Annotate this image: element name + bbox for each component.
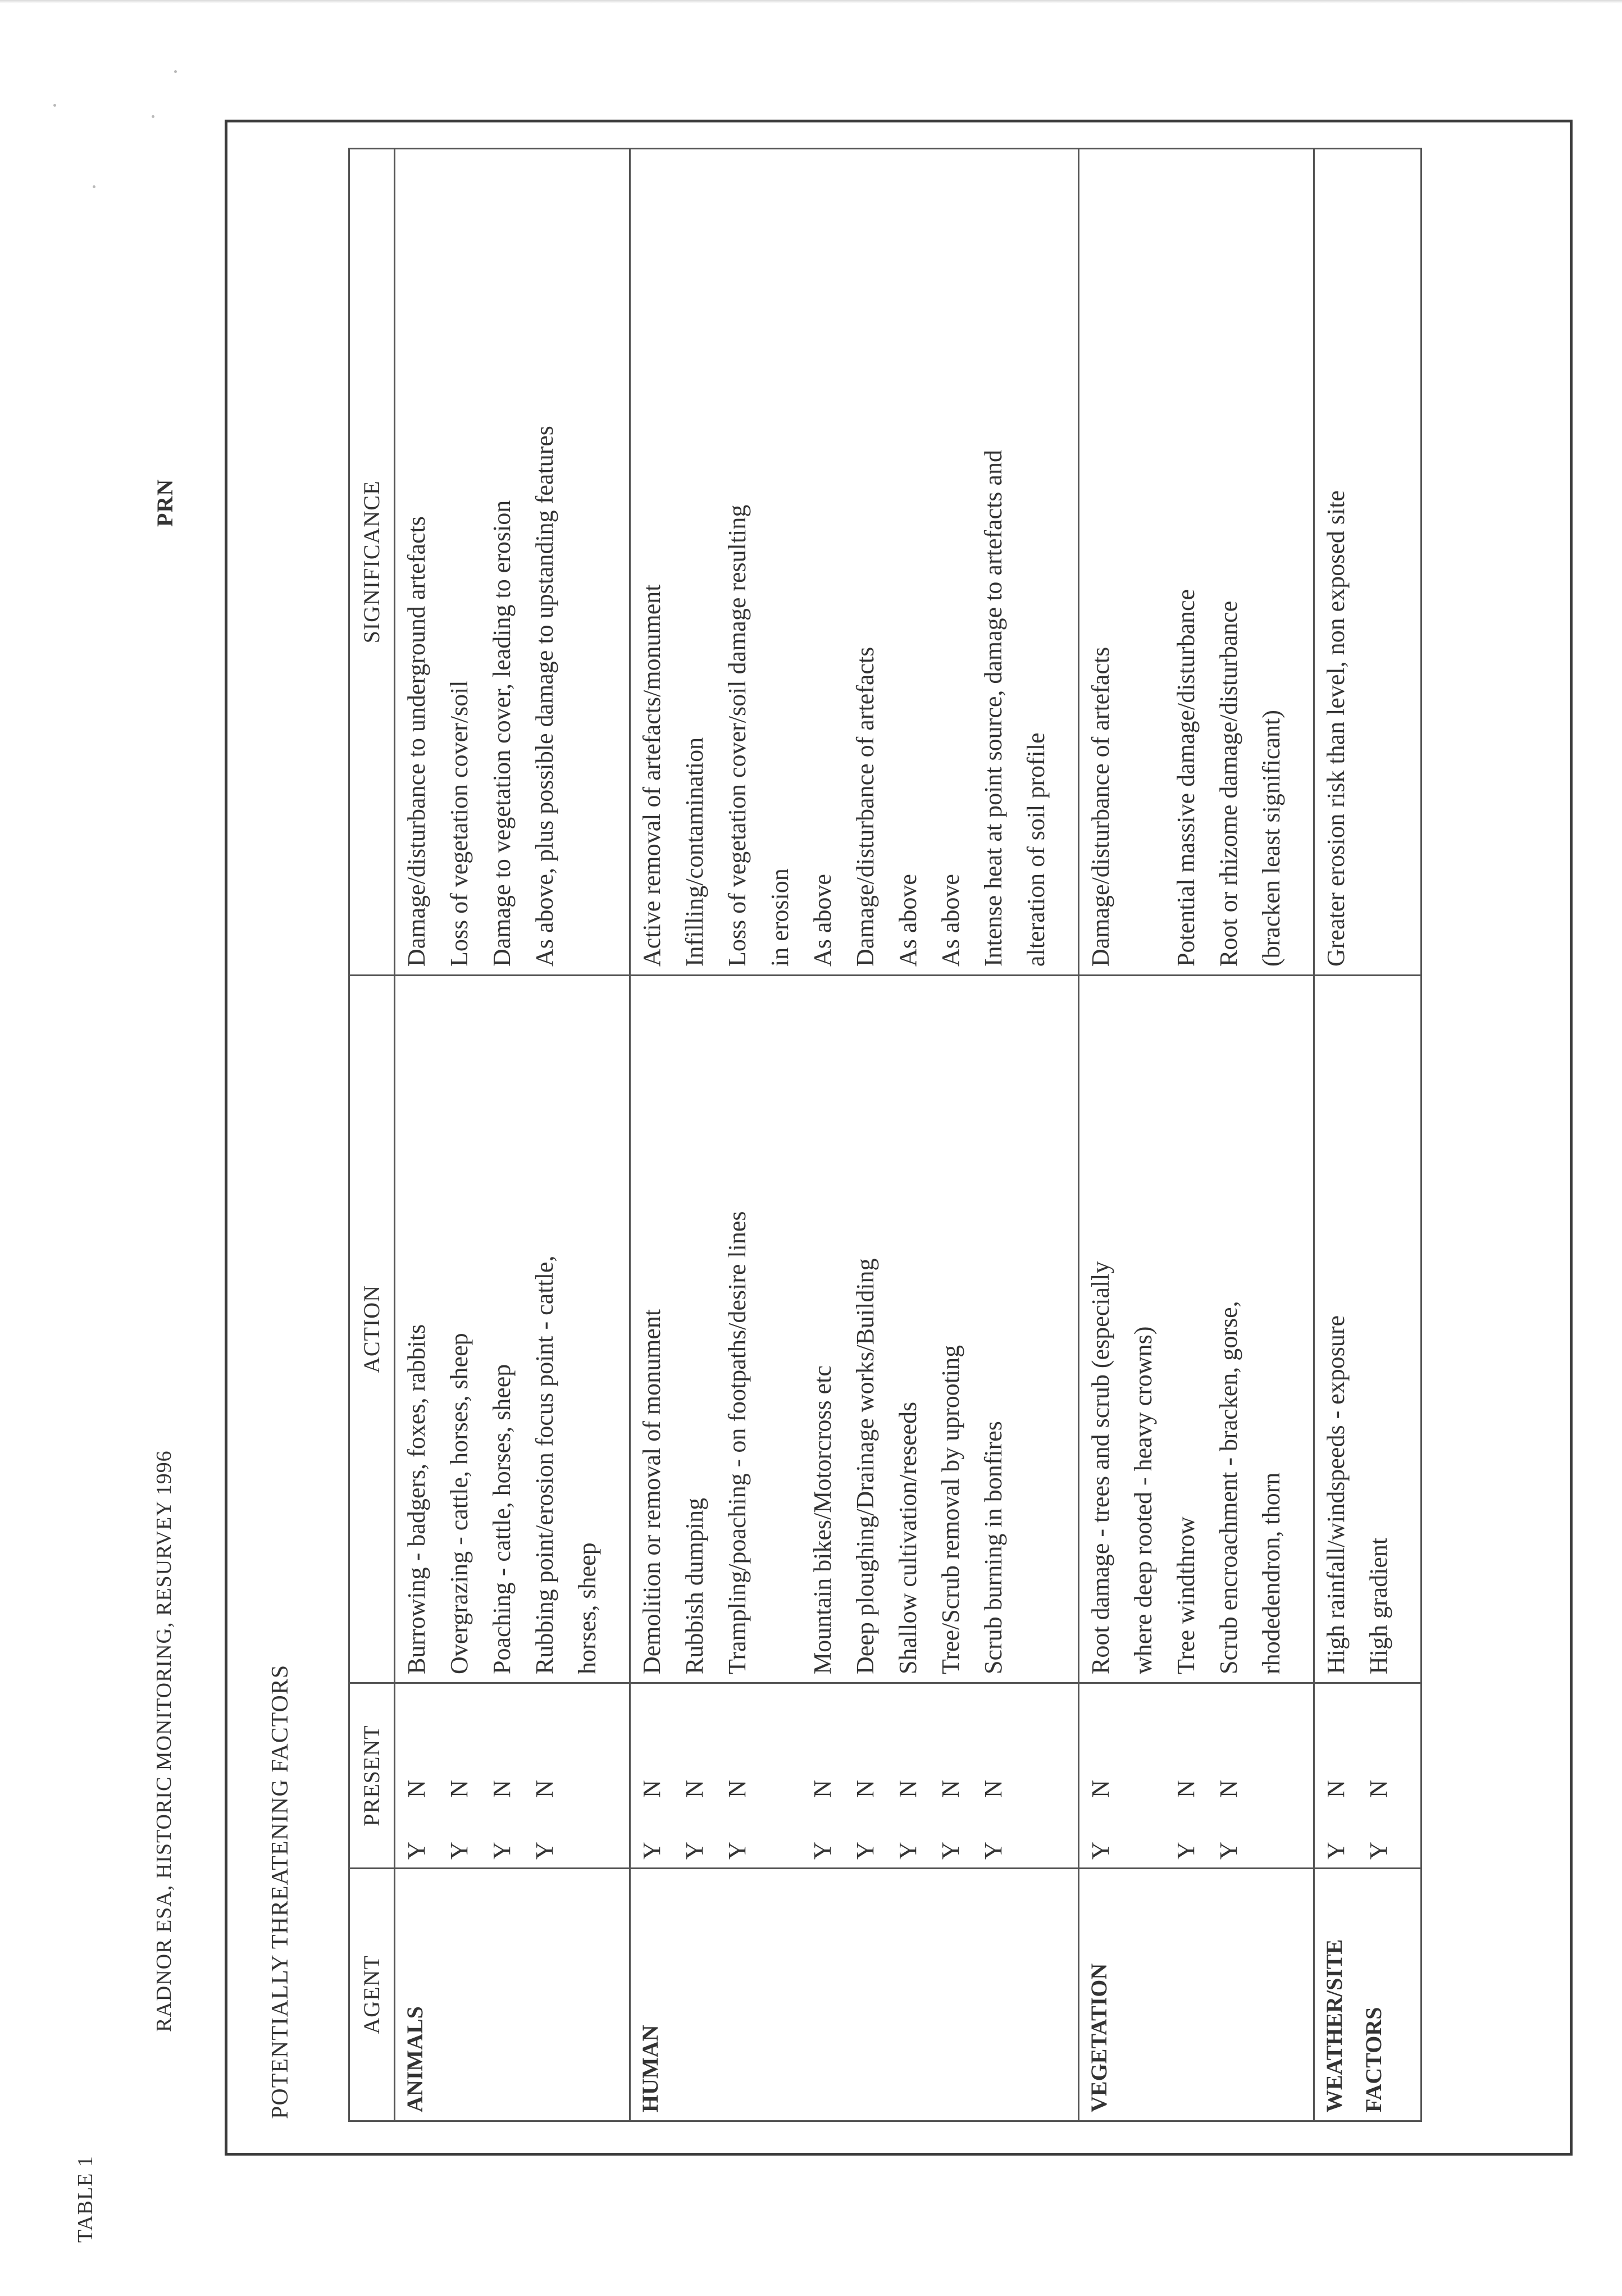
significance-text: Damage/disturbance of artefacts <box>1087 646 1114 967</box>
present-values <box>481 1692 523 1860</box>
significance-text: Infilling/contamination <box>681 737 708 967</box>
present-n: N <box>681 1780 708 1798</box>
header-action: ACTION <box>349 976 395 1683</box>
present-values <box>438 1692 481 1860</box>
significance-cell <box>1079 149 1314 976</box>
table-row <box>395 149 630 2121</box>
agent-label: FACTORS <box>1361 2007 1386 2112</box>
present-cell <box>630 1683 1079 1869</box>
action-text: High rainfall/windspeeds - exposure <box>1322 1315 1350 1674</box>
table-row <box>1079 149 1314 2121</box>
action-text: Tree/Scrub removal by uprooting <box>937 1345 964 1674</box>
action-text <box>759 984 801 1674</box>
action-text <box>1015 984 1058 1674</box>
agent-label: WEATHER/SITE <box>1322 1939 1347 2112</box>
present-values <box>1250 1692 1293 1860</box>
present-values <box>673 1692 716 1860</box>
significance-text <box>1357 157 1400 967</box>
action-text: horses, sheep <box>573 1542 601 1674</box>
significance-text: in erosion <box>766 868 794 967</box>
significance-text <box>1122 157 1165 967</box>
present-cell <box>395 1683 630 1869</box>
present-n: N <box>1172 1780 1200 1798</box>
present-y: Y <box>488 1842 516 1860</box>
present-y: Y <box>1215 1842 1242 1860</box>
agent-label: HUMAN <box>637 2025 663 2112</box>
action-text: Trampling/poaching - on footpaths/desire lines <box>723 1211 751 1674</box>
present-values <box>631 1692 673 1860</box>
table-header-row <box>349 149 395 2121</box>
present-y: Y <box>1365 1842 1392 1860</box>
action-text: Scrub encroachment - bracken, gorse, <box>1215 1301 1242 1674</box>
present-values <box>1315 1692 1357 1860</box>
document-title: RADNOR ESA, HISTORIC MONITORING, RESURVEY 1996 <box>152 1450 176 2032</box>
action-text: where deep rooted - heavy crowns) <box>1129 1326 1157 1674</box>
present-y: Y <box>403 1842 430 1860</box>
significance-text: Loss of vegetation cover/soil <box>445 680 473 967</box>
present-y: Y <box>937 1842 964 1860</box>
header-agent: AGENT <box>349 1869 395 2121</box>
action-text: Root damage - trees and scrub (especially <box>1087 1261 1114 1674</box>
section-title: POTENTIALLY THREATENING FACTORS <box>267 1664 293 2119</box>
action-cell <box>630 976 1079 1683</box>
present-n: N <box>445 1780 473 1798</box>
action-text: Overgrazing - cattle, horses, sheep <box>445 1333 473 1674</box>
action-cell <box>1314 976 1421 1683</box>
header-significance: SIGNIFICANCE <box>349 149 395 976</box>
significance-text: As above <box>894 874 922 967</box>
significance-cell <box>630 149 1079 976</box>
present-n: N <box>488 1780 516 1798</box>
present-n: N <box>937 1780 964 1798</box>
action-text: Demolition or removal of monument <box>638 1309 666 1674</box>
present-values <box>759 1692 801 1860</box>
present-values <box>1122 1692 1165 1860</box>
threatening-factors-table <box>348 148 1422 2122</box>
present-values <box>395 1692 438 1860</box>
significance-text: Damage to vegetation cover, leading to erosion <box>488 500 516 967</box>
action-text: Scrub burning in bonfires <box>979 1421 1007 1674</box>
present-y: Y <box>531 1842 558 1860</box>
significance-text: Damage/disturbance of artefacts <box>851 646 879 967</box>
present-cell <box>1079 1683 1314 1869</box>
significance-text: Loss of vegetation cover/soil damage resulting <box>723 504 751 967</box>
significance-text: Potential massive damage/disturbance <box>1172 589 1200 967</box>
present-y: Y <box>1087 1842 1114 1860</box>
present-y: Y <box>979 1842 1007 1860</box>
agent-label: VEGETATION <box>1086 1963 1111 2112</box>
present-y: Y <box>1322 1842 1350 1860</box>
present-n: N <box>531 1780 558 1798</box>
present-n: N <box>638 1780 666 1798</box>
present-values <box>930 1692 972 1860</box>
significance-text: Damage/disturbance to underground artefacts <box>403 516 430 967</box>
action-text: rhodedendron, thorn <box>1257 1472 1285 1674</box>
table-body <box>395 149 1421 2121</box>
significance-text: alteration of soil profile <box>1022 732 1050 967</box>
present-values <box>1165 1692 1208 1860</box>
present-n: N <box>1322 1780 1350 1798</box>
action-text: Deep ploughing/Drainage works/Building <box>851 1258 879 1674</box>
table-label: TABLE 1 <box>74 2156 97 2243</box>
action-text: Poaching - cattle, horses, sheep <box>488 1364 516 1674</box>
present-n: N <box>723 1780 751 1798</box>
significance-cell <box>1314 149 1421 976</box>
action-text: Shallow cultivation/reseeds <box>894 1401 922 1674</box>
action-text: Burrowing - badgers, foxes, rabbits <box>403 1324 430 1674</box>
action-cell <box>395 976 630 1683</box>
present-values <box>1208 1692 1250 1860</box>
present-values <box>887 1692 930 1860</box>
action-text: High gradient <box>1365 1537 1392 1674</box>
action-text: Rubbing point/erosion focus point - cattle, <box>531 1255 558 1674</box>
prn-label: PRN <box>152 479 177 527</box>
significance-text <box>566 157 609 967</box>
present-n: N <box>1215 1780 1242 1798</box>
present-y: Y <box>681 1842 708 1860</box>
significance-cell <box>395 149 630 976</box>
action-text: Rubbish dumping <box>681 1497 708 1674</box>
agent-label: ANIMALS <box>402 2006 427 2112</box>
present-values <box>716 1692 759 1860</box>
significance-text: Intense heat at point source, damage to artefacts and <box>979 450 1007 967</box>
present-n: N <box>1365 1780 1392 1798</box>
agent-cell <box>630 1869 1079 2121</box>
present-n: N <box>403 1780 430 1798</box>
present-values <box>801 1692 844 1860</box>
present-y: Y <box>638 1842 666 1860</box>
significance-text: As above <box>809 874 836 967</box>
present-values <box>566 1692 609 1860</box>
significance-text: As above, plus possible damage to upstanding features <box>531 426 558 967</box>
agent-cell <box>1314 1869 1421 2121</box>
significance-text: Greater erosion risk than level, non exposed site <box>1322 490 1350 967</box>
present-cell <box>1314 1683 1421 1869</box>
present-values <box>972 1692 1015 1860</box>
table-row <box>1314 149 1421 2121</box>
significance-text: (bracken least significant) <box>1257 710 1285 967</box>
present-n: N <box>851 1780 879 1798</box>
table-row <box>630 149 1079 2121</box>
significance-text: As above <box>937 874 964 967</box>
present-n: N <box>979 1780 1007 1798</box>
present-values <box>1015 1692 1058 1860</box>
action-cell <box>1079 976 1314 1683</box>
present-values <box>1079 1692 1122 1860</box>
significance-text: Root or rhizome damage/disturbance <box>1215 600 1242 967</box>
present-n: N <box>1087 1780 1114 1798</box>
present-y: Y <box>1172 1842 1200 1860</box>
present-y: Y <box>809 1842 836 1860</box>
present-y: Y <box>723 1842 751 1860</box>
significance-text: Active removal of artefacts/monument <box>638 584 666 967</box>
action-text: Mountain bikes/Motorcross etc <box>809 1365 836 1674</box>
present-n: N <box>809 1780 836 1798</box>
present-y: Y <box>851 1842 879 1860</box>
header-present: PRESENT <box>349 1683 395 1869</box>
present-n: N <box>894 1780 922 1798</box>
present-values <box>1357 1692 1400 1860</box>
present-y: Y <box>894 1842 922 1860</box>
agent-cell <box>1079 1869 1314 2121</box>
action-text: Tree windthrow <box>1172 1516 1200 1674</box>
present-values <box>844 1692 887 1860</box>
agent-cell <box>395 1869 630 2121</box>
present-y: Y <box>445 1842 473 1860</box>
present-values <box>523 1692 566 1860</box>
